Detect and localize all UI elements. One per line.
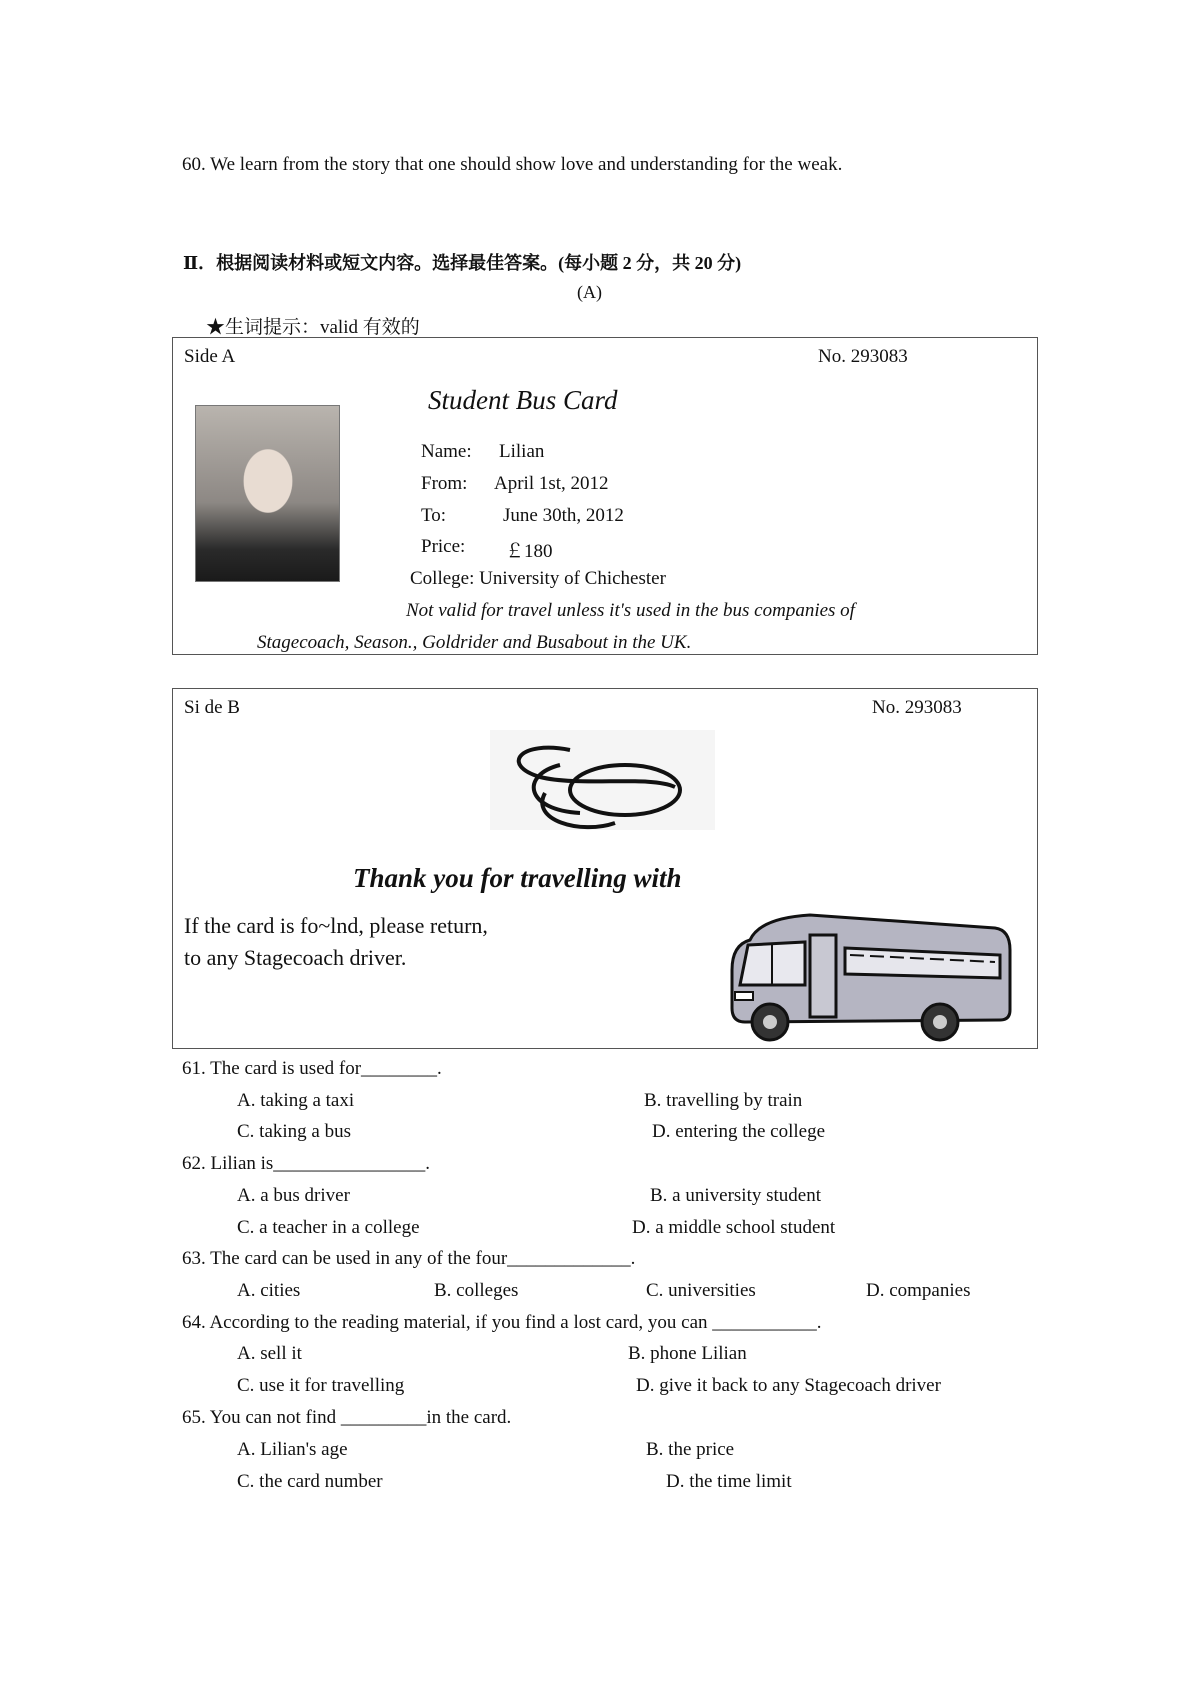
q64-option-b: B. phone Lilian — [628, 1343, 747, 1364]
from-label: From: — [421, 473, 468, 494]
college: College: University of Chichester — [410, 568, 666, 589]
name-value: Lilian — [499, 441, 545, 462]
part-label: (A) — [577, 282, 602, 302]
student-photo — [195, 405, 340, 582]
return-line-1: If the card is fo~lnd, please return, — [184, 913, 488, 938]
bus-icon — [720, 900, 1020, 1050]
q63-option-c: C. universities — [646, 1280, 756, 1301]
q61-option-c: C. taking a bus — [237, 1121, 351, 1142]
question-62: 62. Lilian is________________. — [182, 1153, 431, 1174]
q64-option-a: A. sell it — [237, 1343, 302, 1364]
name-label: Name: — [421, 441, 472, 462]
section-title: Ⅱ．根据阅读材料或短文内容。选择最佳答案。(每小题 2 分，共 20 分) — [183, 253, 742, 273]
q62-option-b: B. a university student — [650, 1185, 821, 1206]
q64-option-c: C. use it for travelling — [237, 1375, 405, 1396]
side-a-label: Side A — [184, 346, 236, 367]
side-b-number: No. 293083 — [872, 697, 962, 718]
question-65: 65. You can not find _________in the card. — [182, 1407, 512, 1428]
q65-option-d: D. the time limit — [666, 1471, 792, 1492]
stagecoach-logo-icon — [500, 735, 710, 835]
q63-option-a: A. cities — [237, 1280, 301, 1301]
question-63: 63. The card can be used in any of the four_____________. — [182, 1248, 636, 1269]
q62-option-d: D. a middle school student — [632, 1217, 836, 1238]
question-61: 61. The card is used for________. — [182, 1058, 442, 1079]
q62-option-a: A. a bus driver — [237, 1185, 350, 1206]
vocab-hint: ★生词提示：valid 有效的 — [206, 317, 420, 338]
return-line-2: to any Stagecoach driver. — [184, 945, 407, 970]
side-b-label: Si de B — [184, 697, 240, 718]
q61-option-d: D. entering the college — [652, 1121, 826, 1142]
from-value: April 1st, 2012 — [494, 473, 609, 494]
q61-option-b: B. travelling by train — [644, 1090, 803, 1111]
thanks-text: Thank you for travelling with — [353, 863, 682, 893]
q65-option-c: C. the card number — [237, 1471, 383, 1492]
q63-option-d: D. companies — [866, 1280, 971, 1301]
side-a-number: No. 293083 — [818, 346, 908, 367]
question-60: 60. We learn from the story that one should show love and understanding for the weak. — [182, 154, 843, 175]
q64-option-d: D. give it back to any Stagecoach driver — [636, 1375, 941, 1396]
q61-option-a: A. taking a taxi — [237, 1090, 355, 1111]
to-label: To: — [421, 505, 447, 526]
q65-option-b: B. the price — [646, 1439, 735, 1460]
card-title: Student Bus Card — [428, 385, 618, 415]
validity-note-2: Stagecoach, Season., Goldrider and Busabout in the UK. — [257, 632, 692, 653]
to-value: June 30th, 2012 — [503, 505, 624, 526]
q63-option-b: B. colleges — [434, 1280, 519, 1301]
q62-option-c: C. a teacher in a college — [237, 1217, 420, 1238]
question-64: 64. According to the reading material, if you find a lost card, you can ___________. — [182, 1312, 822, 1333]
validity-note-1: Not valid for travel unless it's used in the bus companies of — [406, 600, 855, 621]
price-value: ￡180 — [505, 541, 553, 562]
price-label: Price: — [421, 536, 466, 557]
q65-option-a: A. Lilian's age — [237, 1439, 348, 1460]
